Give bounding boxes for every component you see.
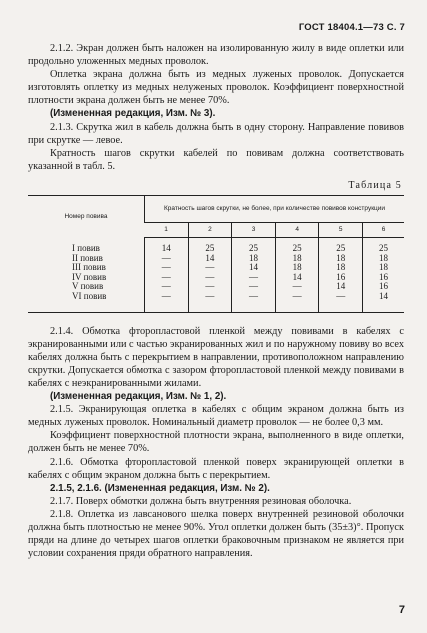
table-cell: 18 bbox=[319, 263, 363, 273]
table-cell: — bbox=[232, 273, 276, 283]
row-name: II повив bbox=[72, 252, 103, 263]
table-cell: 14 bbox=[363, 292, 404, 312]
col-header: 2 bbox=[188, 223, 232, 238]
table-cell: 25 bbox=[275, 238, 319, 254]
table-cell: 14 bbox=[145, 238, 189, 254]
table-cell: — bbox=[232, 282, 276, 292]
amendment-note: (Измененная редакция, Изм. № 3). bbox=[50, 108, 216, 120]
paragraph-2-1-2: 2.1.2. Экран должен быть наложен на изолированную жилу в виде оплетки или продольно уложенных медных проволок. bbox=[28, 43, 404, 68]
paragraph-2-1-5: 2.1.5. Экранирующая оплетка в кабелях с общим экраном должна быть из медных луженых проволок. Номинальный диаметр проволок — не более 0,3 мм. bbox=[28, 404, 404, 429]
table-cell: — bbox=[188, 292, 232, 312]
paragraph-2-1-4: 2.1.4. Обмотка фторопластовой пленкой между повивами в кабелях с экранированными или с частью экранированных жил и по наружному повиву во всех кабелях должна быть с перекрытием в направлении, противоположном направлению скрутки. Допускается обмотка с зазором фторопластовой пленкой между повивами в кабелях с неэкранированными жилами. bbox=[28, 325, 404, 389]
table-cell: — bbox=[188, 273, 232, 283]
paragraph-2-1-8: 2.1.8. Оплетка из лавсанового шелка поверх внутренней резиновой оболочки должна быть плотностью не менее 90%. Угол оплетки должен быть (35±3)°. Пропуск пряди на длине до четырех шагов оплетки браковочным признаком не является при условии сохранения пряди обратного направления. bbox=[28, 508, 404, 560]
table-cell: — bbox=[275, 282, 319, 292]
body-text bbox=[28, 42, 404, 560]
table-5 bbox=[28, 195, 404, 313]
col-header: 5 bbox=[319, 223, 363, 238]
row-name: VI повив bbox=[72, 291, 107, 301]
table-cell: 18 bbox=[319, 254, 363, 264]
table-cell: 18 bbox=[275, 263, 319, 273]
paragraph-2-1-6: 2.1.6. Обмотка фторопластовой пленкой поверх экранирующей оплетки в кабелях с общим экраном должна быть с перекрытием. bbox=[28, 456, 404, 481]
table-cell: — bbox=[275, 292, 319, 312]
table-cell: 14 bbox=[275, 273, 319, 283]
col-header: 6 bbox=[363, 223, 404, 238]
table-cell: — bbox=[232, 292, 276, 312]
col-header: 3 bbox=[232, 223, 276, 238]
paragraph-screen-braid: Оплетка экрана должна быть из медных луженых проволок. Допускается изготовлять оплетку из медных нелуженых проволок. Коэффициент поверхностной плотности экрана должен быть не менее 70%. bbox=[28, 69, 404, 107]
col-header-layer-number: Номер повива bbox=[64, 213, 108, 221]
col-header: 1 bbox=[145, 223, 189, 238]
paragraph-screen-density: Коэффициент поверхностной плотности экрана, выполненного в виде оплетки, должен быть не менее 70%. bbox=[28, 430, 404, 455]
table-cell: 25 bbox=[188, 238, 232, 254]
col-group-header: Кратность шагов скрутки, не более, при количестве повивов конструкции bbox=[145, 196, 405, 223]
table-cell: 16 bbox=[363, 282, 404, 292]
col-header: 4 bbox=[275, 223, 319, 238]
table-cell: 25 bbox=[363, 238, 404, 254]
amendment-note: (Измененная редакция, Изм. № 1, 2). bbox=[50, 391, 227, 403]
table-cell: — bbox=[188, 282, 232, 292]
paragraph-2-1-7: 2.1.7. Поверх обмотки должна быть внутренняя резиновая оболочка. bbox=[50, 495, 352, 507]
table-cell: — bbox=[188, 263, 232, 273]
table-cell: — bbox=[145, 263, 189, 273]
page-header: ГОСТ 18404.1—73 С. 7 bbox=[298, 22, 405, 33]
table-cell: 16 bbox=[319, 273, 363, 283]
table-cell: 18 bbox=[363, 254, 404, 264]
row-name: V повив bbox=[72, 281, 104, 292]
table-cell: 14 bbox=[188, 254, 232, 264]
amendment-note: 2.1.5, 2.1.6. (Измененная редакция, Изм. № 2). bbox=[50, 482, 270, 494]
row-name: III повив bbox=[72, 262, 106, 273]
table-cell: 16 bbox=[363, 273, 404, 283]
table-cell: 18 bbox=[275, 254, 319, 264]
table-cell: — bbox=[319, 292, 363, 312]
paragraph-lay-ratio: Кратность шагов скрутки кабелей по повивам должна соответствовать указанной в табл. 5. bbox=[28, 147, 404, 172]
table-cell: — bbox=[145, 282, 189, 292]
table-caption: Таблица 5 bbox=[348, 179, 402, 191]
row-name: I повив bbox=[72, 242, 100, 253]
row-name: IV повив bbox=[72, 271, 107, 282]
table-cell: 18 bbox=[363, 263, 404, 273]
page-number: 7 bbox=[398, 604, 405, 616]
table-row bbox=[28, 292, 404, 312]
table-cell: 14 bbox=[232, 263, 276, 273]
table-cell: — bbox=[145, 273, 189, 283]
table-cell: — bbox=[145, 254, 189, 264]
table-cell: — bbox=[145, 292, 189, 312]
paragraph-2-1-3: 2.1.3. Скрутка жил в кабель должна быть в одну сторону. Направление повивов при скрутке — левое. bbox=[28, 121, 404, 146]
table-cell: 18 bbox=[232, 254, 276, 264]
table-row bbox=[28, 238, 404, 254]
table-cell: 25 bbox=[319, 238, 363, 254]
table-cell: 25 bbox=[232, 238, 276, 254]
table-cell: 14 bbox=[319, 282, 363, 292]
